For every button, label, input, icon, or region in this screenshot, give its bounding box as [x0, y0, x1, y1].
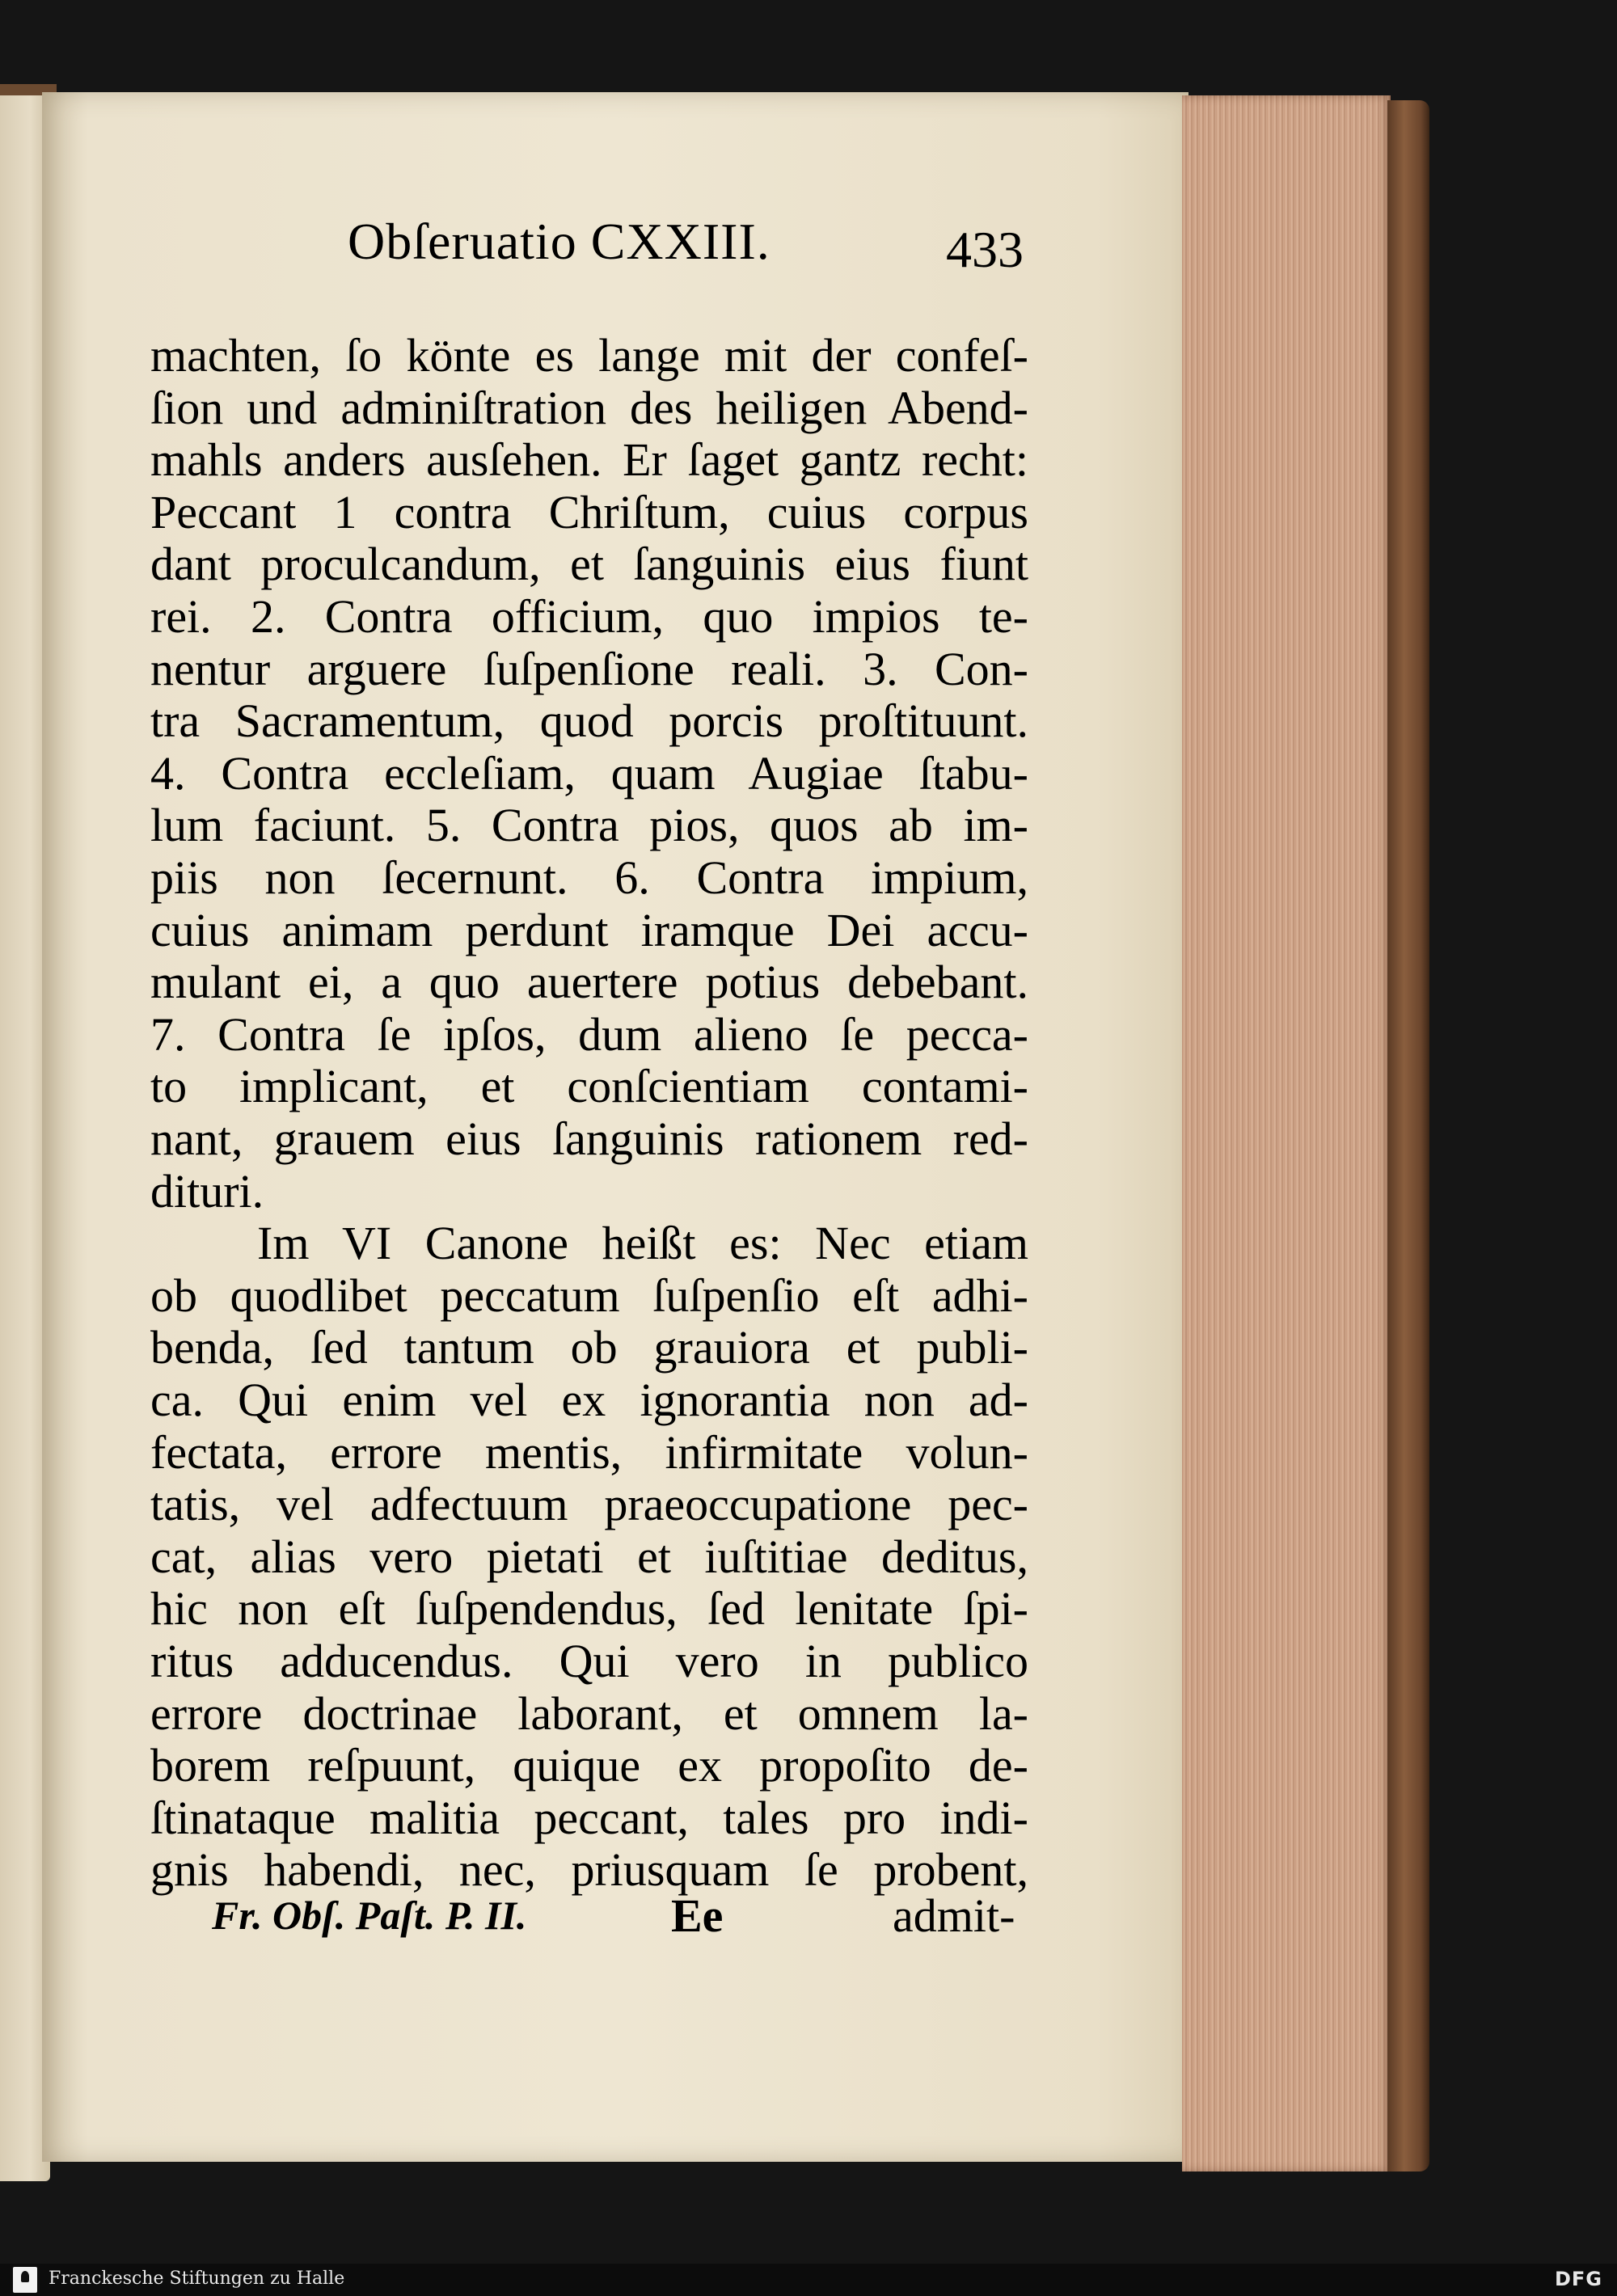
text-line: nentur arguere ſuſpenſione reali. 3. Con- — [150, 643, 1028, 695]
text-line: errore doctrinae laborant, et omnem la- — [150, 1687, 1028, 1740]
text-line: ritus adducendus. Qui vero in publico — [150, 1635, 1028, 1687]
text-line: nant, grauem eius ſanguinis rationem red- — [150, 1113, 1028, 1165]
right-book-cover — [1387, 100, 1429, 2171]
publisher-label: Franckesche Stiftungen zu Halle — [49, 2269, 345, 2289]
text-line: 4. Contra eccleſiam, quam Augiae ſtabu- — [150, 747, 1028, 800]
text-line: ſtinataque malitia peccant, tales pro indi- — [150, 1792, 1028, 1844]
dfg-logo: DFG — [1554, 2268, 1602, 2290]
text-line: gnis habendi, nec, priusquam ſe probent, — [150, 1844, 1028, 1897]
text-line: ſion und adminiſtration des heiligen Abend- — [150, 382, 1028, 434]
text-line: fectata, errore mentis, infirmitate volun- — [150, 1426, 1028, 1479]
footer-gathering-mark: Ee — [671, 1889, 724, 1942]
text-line: rei. 2. Contra officium, quo impios te- — [150, 591, 1028, 643]
viewer-bottom-bar — [0, 2264, 1617, 2296]
text-line: ca. Qui enim vel ex ignorantia non ad- — [150, 1374, 1028, 1426]
text-line: tatis, vel adfectuum praeoccupatione pec- — [150, 1479, 1028, 1531]
text-line: to implicant, et conſcientiam contami- — [150, 1061, 1028, 1113]
page-header-title: Obſeruatio CXXIII. — [348, 213, 771, 270]
text-line: mulant ei, a quo auertere potius debebant. — [150, 956, 1028, 1009]
text-line: benda, ſed tantum ob grauiora et publi- — [150, 1322, 1028, 1374]
text-line: Im VI Canone heißt es: Nec etiam — [257, 1218, 1028, 1270]
text-line: hic non eſt ſuſpendendus, ſed lenitate ſpi- — [150, 1583, 1028, 1635]
foundation-logo-icon — [13, 2267, 37, 2293]
text-line: mahls anders ausſehen. Er ſaget gantz recht: — [150, 434, 1028, 487]
text-line: lum faciunt. 5. Contra pios, quos ab im- — [150, 800, 1028, 852]
footer-catchword: admit- — [893, 1889, 1015, 1942]
page-number: 433 — [946, 221, 1024, 278]
page-block-edges — [1182, 95, 1391, 2171]
text-line: piis non ſecernunt. 6. Contra impium, — [150, 852, 1028, 904]
footer-signature-mark: Fr. Obſ. Paſt. P. II. — [212, 1893, 527, 1938]
text-line: dant proculcandum, et ſanguinis eius fiunt — [150, 538, 1028, 591]
text-line: cuius animam perdunt iramque Dei accu- — [150, 904, 1028, 956]
text-line: ob quodlibet peccatum ſuſpenſio eſt adhi- — [150, 1269, 1028, 1322]
text-line: borem reſpuunt, quique ex propoſito de- — [150, 1740, 1028, 1792]
text-line: Peccant 1 contra Chriſtum, cuius corpus — [150, 486, 1028, 538]
text-line: cat, alias vero pietati et iuſtitiae deditus, — [150, 1530, 1028, 1583]
text-line: 7. Contra ſe ipſos, dum alieno ſe pecca- — [150, 1008, 1028, 1061]
text-line: machten, ſo könte es lange mit der confeſ- — [150, 330, 1028, 382]
text-line: dituri. — [150, 1165, 264, 1218]
text-line: tra Sacramentum, quod porcis proſtituunt. — [150, 695, 1028, 748]
